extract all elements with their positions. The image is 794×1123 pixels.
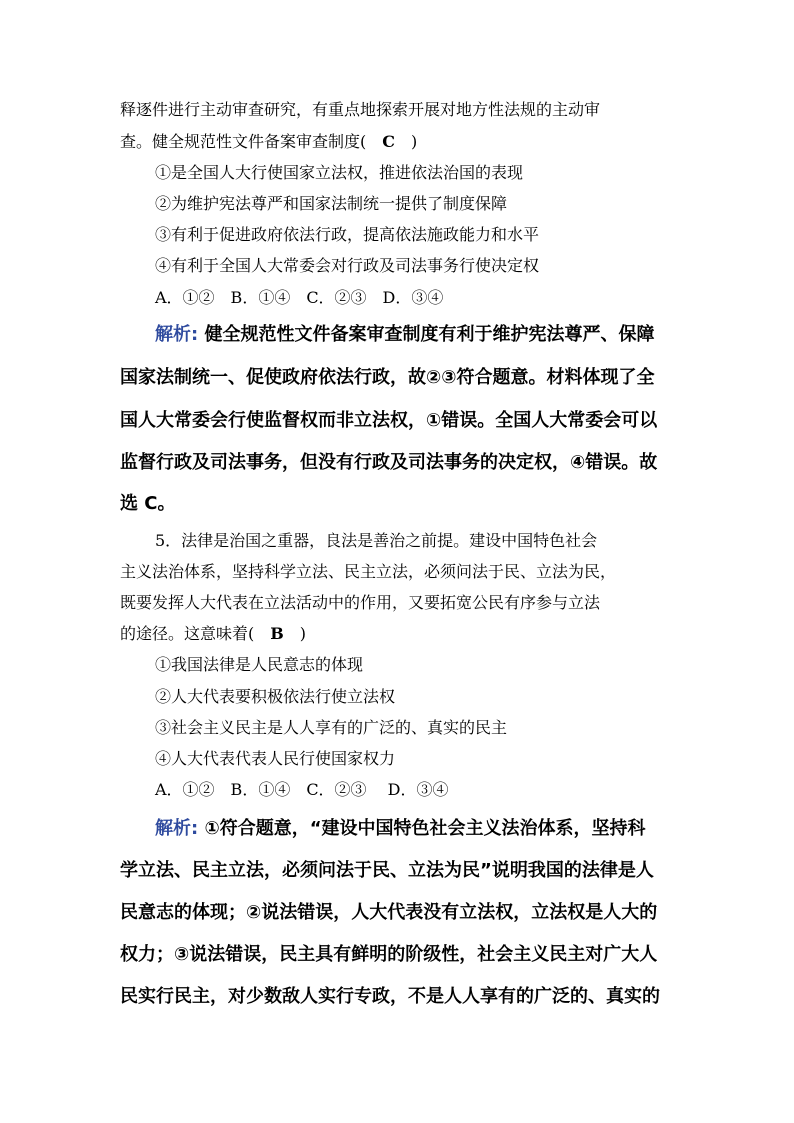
q4-analysis-line-4: 监督行政及司法事务，但没有行政及司法事务的决定权，④错误。故 <box>120 452 658 473</box>
q4-statement-4: ④有利于全国人大常委会对行政及司法事务行使决定权 <box>155 256 540 275</box>
q5-answer: B <box>270 624 284 643</box>
q4-analysis-line-1 <box>155 324 654 346</box>
q4-stem-close: ) <box>394 132 418 151</box>
q5-stem-text: 的途径。这意味着( <box>120 624 271 643</box>
q4-analysis-text-1: 健全规范性文件备案审查制度有利于维护宪法尊严、保障 <box>204 324 655 345</box>
q5-stem-line-3: 既要发挥人大代表在立法活动中的作用，又要拓宽公民有序参与立法 <box>120 593 601 612</box>
q5-stem-line-2: 主义法治体系，坚持科学立法、民主立法，必须问法于民、立法为民， <box>120 562 617 581</box>
q4-options: A．①② B．①④ C．②③ D．③④ <box>155 288 444 307</box>
q4-analysis-line-2: 国家法制统一、促使政府依法行政，故②③符合题意。材料体现了全 <box>120 367 655 388</box>
q5-options: A．①② B．①④ C．②③ D．③④ <box>155 780 449 799</box>
q4-analysis-label: 解析: <box>155 324 199 345</box>
q5-stem-close: ) <box>283 624 307 643</box>
q5-analysis-text-1: ①符合题意，“建设中国特色社会主义法治体系，坚持科 <box>204 818 646 839</box>
q4-answer: C <box>382 132 395 151</box>
q5-analysis-label: 解析: <box>155 818 199 839</box>
q4-stem-line-1: 释逐件进行主动审查研究，有重点地探索开展对地方性法规的主动审 <box>120 100 601 119</box>
q4-analysis-line-5: 选 C。 <box>120 493 176 514</box>
q5-statement-4: ④人大代表代表人民行使国家权力 <box>155 749 396 768</box>
q4-stem-line-2 <box>120 132 417 152</box>
q4-statement-2: ②为维护宪法尊严和国家法制统一提供了制度保障 <box>155 194 508 213</box>
q5-analysis-line-1 <box>155 818 646 840</box>
q5-statement-3: ③社会主义民主是人人享有的广泛的、真实的民主 <box>155 718 508 737</box>
q5-statement-2: ②人大代表要积极依法行使立法权 <box>155 687 396 706</box>
q5-analysis-line-3: 民意志的体现；②说法错误，人大代表没有立法权，立法权是人大的 <box>120 902 658 923</box>
q4-analysis-line-3: 国人大常委会行使监督权而非立法权，①错误。全国人大常委会可以 <box>120 410 658 431</box>
q4-statement-3: ③有利于促进政府依法行政，提高依法施政能力和水平 <box>155 225 540 244</box>
q5-analysis-line-5: 民实行民主，对少数敌人实行专政，不是人人享有的广泛的、真实的 <box>120 986 660 1007</box>
q5-analysis-line-2: 学立法、民主立法，必须问法于民、立法为民”说明我国的法律是人 <box>120 860 654 881</box>
q4-statement-1: ①是全国人大行使国家立法权，推进依法治国的表现 <box>155 163 524 182</box>
q5-statement-1: ①我国法律是人民意志的体现 <box>155 655 364 674</box>
q5-stem-line-1: 5．法律是治国之重器，良法是善治之前提。建设中国特色社会 <box>155 531 598 550</box>
q5-stem-line-4 <box>120 624 306 644</box>
q5-analysis-line-4: 权力；③说法错误，民主具有鲜明的阶级性，社会主义民主对广大人 <box>120 944 658 965</box>
q4-stem-text: 查。健全规范性文件备案审查制度( <box>120 132 383 151</box>
